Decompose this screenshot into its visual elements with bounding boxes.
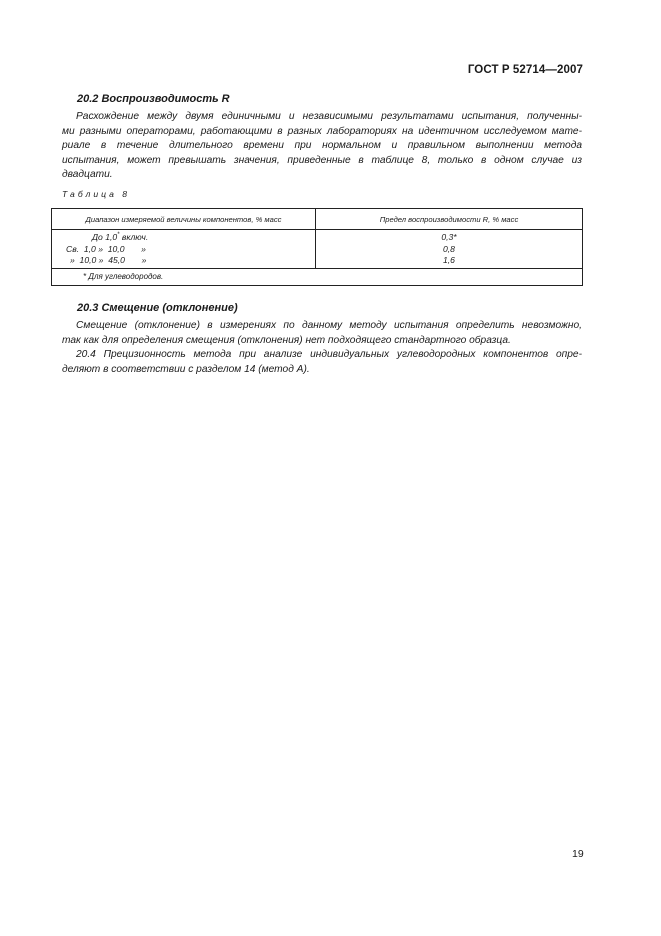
text-line: испытания, может превышать значения, приведенные в таблице 8, только в одном случае из [62, 154, 582, 166]
text-line: двадцати. [62, 169, 113, 181]
text-line: деляют в соответствии с разделом 14 (метод А). [62, 363, 310, 375]
limit-row-1: 0,3* [441, 232, 457, 242]
section-20-3-text [62, 319, 582, 348]
text-line: 20.4 Прецизионность метода при анализе индивидуальных углеводородных компонентов опре- [76, 349, 582, 360]
range-cell [52, 230, 316, 269]
section-20-3-title: 20.3 Смещение (отклонение) [77, 302, 238, 314]
text-line: Смещение (отклонение) в измерениях по данному методу испытания определить невозможно, [76, 320, 582, 331]
document-id: ГОСТ Р 52714—2007 [467, 64, 583, 76]
col2-header: Предел воспроизводимости R, % масс [316, 209, 583, 230]
limit-cell [316, 230, 583, 269]
limit-row-3: 1,6 [443, 255, 455, 265]
range-row-2: Св. 1,0 » 10,0 » [66, 243, 146, 254]
reproducibility-table [51, 208, 583, 286]
table-footnote: * Для углеводородов. [52, 269, 583, 286]
range-row-3: » 10,0 » 45,0 » [70, 255, 147, 265]
page-number: 19 [572, 848, 584, 860]
table-caption: Таблица 8 [62, 189, 131, 199]
section-20-2-text [62, 110, 582, 183]
range-row-1: До 1,0* включ. [92, 232, 149, 242]
table-footnote-row [52, 269, 583, 286]
table-header-row [52, 209, 583, 230]
text-line: риале в течение длительного времени при нормальном и правильном выполнении метода [62, 140, 582, 152]
section-20-2-title: 20.2 Воспроизводимость R [77, 93, 230, 105]
col1-header: Диапазон измеряемой величины компонентов, % масс [52, 209, 316, 230]
section-20-4-text [62, 348, 582, 377]
text-line: ми разными операторами, работающими в разных лабораториях на идентичном исследуемом мате- [62, 125, 582, 137]
table-body-row [52, 230, 583, 269]
text-line: Расхождение между двумя единичными и независимыми результатами испытания, полученны- [76, 111, 582, 122]
limit-row-2: 0,8 [443, 243, 455, 254]
text-line: так как для определения смещения (отклонения) нет подходящего стандартного образца. [62, 334, 511, 346]
